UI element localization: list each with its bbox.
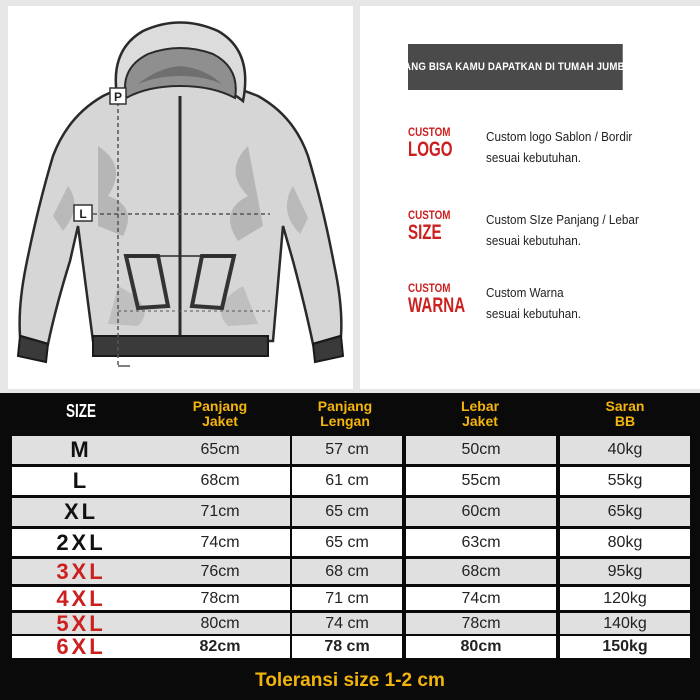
cell-panjang-jaket: 71cm — [150, 498, 290, 526]
cell-saran-bb: 55kg — [560, 467, 690, 495]
cell-panjang-jaket: 68cm — [150, 467, 290, 495]
cell-lebar-jaket: 78cm — [406, 613, 556, 634]
cell-panjang-lengan: 68 cm — [292, 559, 402, 584]
feature-desc-line2: sesuai kebutuhan. — [486, 150, 581, 165]
header-lebar-jaket — [405, 399, 555, 429]
cell-panjang-lengan: 74 cm — [292, 613, 402, 634]
feature-tag-big: LOGO — [408, 138, 453, 161]
feature-desc-line2: sesuai kebutuhan. — [486, 306, 581, 321]
cell-size: M — [12, 436, 150, 464]
cell-lebar-jaket: 80cm — [406, 636, 556, 658]
table-row — [0, 586, 700, 611]
tolerance-note: Toleransi size 1-2 cm — [255, 669, 445, 691]
table-row — [0, 612, 700, 635]
header-line: Lebar — [460, 398, 500, 414]
cell-panjang-jaket: 76cm — [150, 559, 290, 584]
cell-lebar-jaket: 50cm — [406, 436, 556, 464]
cell-saran-bb: 95kg — [560, 559, 690, 584]
feature-tag-big: SIZE — [408, 221, 442, 244]
table-header — [0, 393, 700, 433]
header-line: Lengan — [320, 413, 370, 429]
width-label-l: L — [79, 207, 87, 221]
size-table — [0, 393, 700, 700]
header-line: BB — [614, 413, 636, 429]
cell-panjang-jaket: 82cm — [150, 636, 290, 658]
feature-custom-logo — [408, 125, 698, 175]
cell-size: 5XL — [12, 613, 150, 634]
cell-size: L — [12, 467, 150, 495]
feature-description — [486, 126, 632, 168]
cell-saran-bb: 120kg — [560, 587, 690, 610]
cell-saran-bb: 150kg — [560, 636, 690, 658]
cell-saran-bb: 40kg — [560, 436, 690, 464]
cell-lebar-jaket: 60cm — [406, 498, 556, 526]
cell-size: 6XL — [12, 636, 150, 658]
info-panel — [360, 6, 700, 389]
feature-tag-top: CUSTOM — [408, 208, 451, 222]
feature-desc-line1: Custom Warna — [486, 285, 564, 300]
header-panjang-lengan — [290, 399, 400, 429]
jacket-illustration-panel — [8, 6, 353, 389]
cell-saran-bb: 140kg — [560, 613, 690, 634]
feature-description — [486, 209, 639, 251]
cell-saran-bb: 65kg — [560, 498, 690, 526]
header-saran-bb — [560, 399, 690, 429]
header-line: Panjang — [317, 398, 373, 414]
feature-desc-line2: sesuai kebutuhan. — [486, 233, 581, 248]
header-line: Saran — [605, 398, 645, 414]
table-row — [0, 497, 700, 527]
cell-panjang-jaket: 65cm — [150, 436, 290, 464]
table-row — [0, 528, 700, 557]
feature-custom-warna — [408, 281, 698, 331]
cell-panjang-lengan: 61 cm — [292, 467, 402, 495]
table-row — [0, 635, 700, 659]
length-label-p: P — [113, 90, 123, 104]
cell-lebar-jaket: 63cm — [406, 529, 556, 556]
header-line: Panjang — [192, 398, 248, 414]
hoodie-illustration — [8, 6, 353, 389]
header-size: SIZE — [65, 401, 96, 421]
cell-size: 4XL — [12, 587, 150, 610]
cell-panjang-lengan: 78 cm — [292, 636, 402, 658]
cell-panjang-jaket: 80cm — [150, 613, 290, 634]
feature-custom-size — [408, 208, 698, 258]
promo-banner: YANG BISA KAMU DAPATKAN DI TUMAH JUMBO — [408, 44, 623, 90]
table-row — [0, 435, 700, 465]
feature-desc-line1: Custom SIze Panjang / Lebar — [486, 212, 639, 227]
feature-tag-big: WARNA — [408, 294, 466, 317]
table-row — [0, 558, 700, 585]
cell-size: 3XL — [12, 559, 150, 584]
header-line: Jaket — [462, 413, 498, 429]
feature-tag-top: CUSTOM — [408, 281, 451, 295]
cell-panjang-jaket: 78cm — [150, 587, 290, 610]
cell-size: 2XL — [12, 529, 150, 556]
cell-lebar-jaket: 55cm — [406, 467, 556, 495]
cell-panjang-lengan: 57 cm — [292, 436, 402, 464]
cell-size: XL — [12, 498, 150, 526]
cell-saran-bb: 80kg — [560, 529, 690, 556]
header-panjang-jaket — [150, 399, 290, 429]
cell-lebar-jaket: 74cm — [406, 587, 556, 610]
cell-lebar-jaket: 68cm — [406, 559, 556, 584]
feature-desc-line1: Custom logo Sablon / Bordir — [486, 129, 633, 144]
header-line: Jaket — [202, 413, 238, 429]
cell-panjang-lengan: 65 cm — [292, 529, 402, 556]
feature-tag-top: CUSTOM — [408, 125, 451, 139]
cell-panjang-lengan: 71 cm — [292, 587, 402, 610]
table-row — [0, 466, 700, 496]
cell-panjang-jaket: 74cm — [150, 529, 290, 556]
cell-panjang-lengan: 65 cm — [292, 498, 402, 526]
feature-description — [486, 282, 581, 324]
